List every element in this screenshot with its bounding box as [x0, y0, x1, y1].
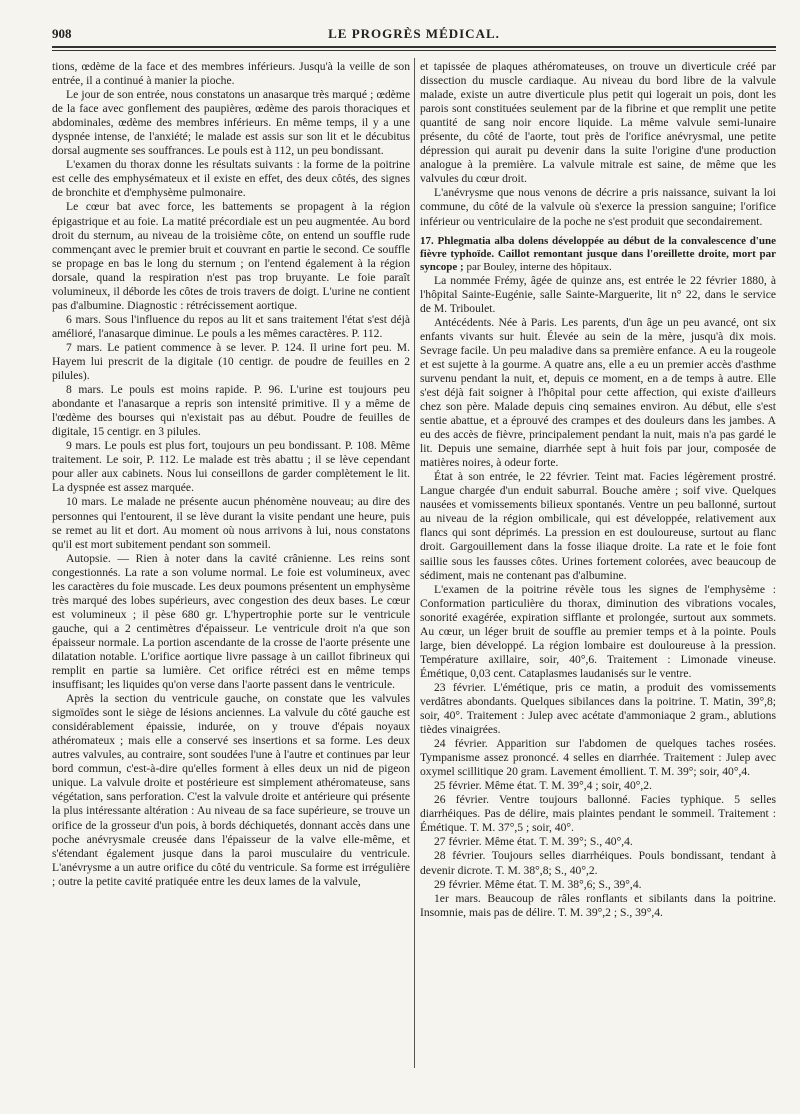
paragraph: 23 février. L'émétique, pris ce matin, a produit des vomissements verdâtres abondants. Quelques sibilances dans la poitrine. T. Matin, 39°,8; soir, 40°. Traitement : Julep avec acétate d'ammoniaque 2 gram., ablutions tièdes vinaigrées. — [420, 680, 776, 737]
paragraph: État à son entrée, le 22 février. Teint mat. Facies légèrement prostré. Langue chargée d'un enduit saburral. Bouche amère ; soif vive. Quelques nausées et vomissements bilieux spontanés. Ventre un peu ballonné, surtout au niveau de la région ombilicale, qui est développée, relativement aux flancs qui sont déprimés. La pression en est douloureuse, surtout au flanc droit. Gargouillement dans la fosse iliaque droite. La rate et le foie font saillie sous les fausses côtes. Urines fortement colorées, avec beaucoup de sédiment, mais ne contenant pas d'albumine. — [420, 470, 776, 582]
paragraph: 26 février. Ventre toujours ballonné. Facies typhique. 5 selles diarrhéiques. Pas de délire, mais plaintes pendant le sommeil. Traitement : Émétique. T. M. 37°,5 ; soir, 40°. — [420, 793, 776, 835]
paragraph: et tapissée de plaques athéromateuses, on trouve un diverticule créé par dissection du muscle cardiaque. Au niveau du bord libre de la valvule malade, existe un autre diverticule plus petit qui logerait un pois, dont les parois sont constituées seulement par de la fibrine et que remplit une petite quantité de sang noir encore liquide. La même valvule semi-lunaire présente, du côté de l'aorte, tout près de l'orifice anévrysmal, une petite dépression qui aurait pu devenir dans la suite l'origine d'une production analogue à la première. La valvule mitrale est saine, de même que les valvules du cœur droit. — [420, 60, 776, 186]
right-column-top — [420, 60, 776, 229]
paragraph: La nommée Frémy, âgée de quinze ans, est entrée le 22 février 1880, à l'hôpital Sainte-Eugénie, salle Sainte-Marguerite, lit n° 22, dans le service de M. Triboulet. — [420, 273, 776, 315]
paragraph: 10 mars. Le malade ne présente aucun phénomène nouveau; au dire des personnes qui l'entourent, il se lève durant la visite pendant une heure, puis se remet au lit et dort. Au moment où nous arrivons à lui, nous constatons qu'il est mort subitement pendant son sommeil. — [52, 495, 410, 551]
left-column — [52, 60, 410, 1100]
column-divider — [414, 58, 415, 1068]
paragraph: L'examen de la poitrine révèle tous les signes de l'emphysème : Conformation particulière du thorax, diminution des vibrations vocales, sonorité exagérée, expiration sifflante et prolongée, surtout aux sommets. Au cœur, un léger bruit de souffle au premier temps et à la pointe. Pouls large, bien développé. La région lombaire est douloureuse à la pression. Température axillaire, soir, 40°,6. Traitement : Limonade vineuse. Émétique, 0,03 cent. Cataplasmes laudanisés sur le ventre. — [420, 582, 776, 680]
paragraph: Le jour de son entrée, nous constatons un anasarque très marqué ; œdème de la face avec gonflement des paupières, œdème des parois thoraciques et abdominales, œdème des membres inférieurs. En même temps, il y a une dyspnée intense, de l'anxiété; le malade est assis sur son lit et le décubitus dorsal augmente ses souffrances. Le pouls est à 112, un peu bondissant. — [52, 88, 410, 158]
page-number: 908 — [52, 26, 72, 41]
paragraph: Autopsie. — Rien à noter dans la cavité crânienne. Les reins sont congestionnés. La rate a son volume normal. Le foie est volumineux, avec les caractères du foie muscade. Les deux poumons présentent un emphysème très marqué des lobes supérieurs, avec congestion des deux bases. Le cœur est volumineux ; il pèse 680 gr. L'hypertrophie porte sur le ventricule gauche, qui a 2 centimètres d'épaisseur. Le ventricule droit n'a que son épaisseur normale. La portion ascendante de la crosse de l'aorte présente une dilatation notable. L'orifice aortique livre passage à un caillot fibrineux qui remplit en partie sa lumière. Cet orifice rétréci est en même temps insuffisant; les liquides qu'on verse dans l'aorte passent dans le ventricule. — [52, 551, 410, 692]
right-column-bottom — [420, 274, 776, 920]
paragraph: 25 février. Même état. T. M. 39°,4 ; soir, 40°,2. — [434, 779, 652, 793]
header-rule-thick — [52, 46, 776, 48]
paragraph: 8 mars. Le pouls est moins rapide. P. 96. L'urine est toujours peu abondante et l'anasarque a repris son intensité primitive. Il y a même de l'œdème des bourses qui n'existait pas au début. Poudre de feuilles de digitale, 15 centigr. en 3 pilules. — [52, 383, 410, 439]
paragraph: 6 mars. Sous l'influence du repos au lit et sans traitement l'état s'est déjà amélioré, l'anasarque diminue. Le pouls a les mêmes caractères. P. 112. — [52, 312, 410, 340]
paragraph: 29 février. Même état. T. M. 38°,6; S., 39°,4. — [434, 877, 642, 891]
case-heading-title: 17. Phlegmatia alba dolens développée au début de la convalescence d'une fièvre typhoïde. Caillot remontant jusque dans l'oreillette droite, mort par syncope ; — [420, 234, 776, 273]
page-header — [52, 26, 776, 46]
paragraph: L'anévrysme que nous venons de décrire a pris naissance, suivant la loi commune, du côté de la valvule où s'exerce la pression sanguine; l'orifice inférieur ou ventriculaire de la poche ne s'est produit que secondairement. — [420, 186, 776, 228]
paragraph: Antécédents. Née à Paris. Les parents, d'un âge un peu avancé, ont six enfants vivants sur huit. Élevée au sein de la mère, jusqu'à dix mois. Sevrage facile. Un peu maladive dans sa première enfance. A eu la rougeole et est sujette à la gourme. A quatre ans, elle a eu un premier accès d'asthme survenu pendant la nuit, et, depuis ce moment, en a de temps à autre. Elle s'est déjà fait soigner à l'hôpital pour cette affection, qui existe d'ailleurs chez son père. Malade depuis cinq semaines environ. Au début, elle s'est sentie abattue, et a éprouvé des crampes et des douleurs dans les jambes. A eu des accès de fièvre, principalement pendant la nuit, mais n'a pas gardé le lit. Depuis une semaine, diarrhée sept à huit fois par jour, composée de matières noires, à odeur forte. — [420, 315, 776, 470]
paragraph: 28 février. Toujours selles diarrhéiques. Pouls bondissant, tendant à devenir dicrote. T. M. 38°,8; S., 40°,2. — [420, 849, 776, 877]
paragraph: 9 mars. Le pouls est plus fort, toujours un peu bondissant. P. 108. Même traitement. Le soir, P. 112. Le malade est très abattu ; il se lève cependant pour aller aux cabinets. Nous lui conseillons de garder complètement le lit. La dyspnée est assez marquée. — [52, 439, 410, 495]
paragraph: Après la section du ventricule gauche, on constate que les valvules sigmoïdes sont le siège de lésions anciennes. La valvule du côté gauche est considérablement épaissie, indurée, on y trouve d'épais noyaux athéromateux ; mais elle a conservé ses insertions et sa forme. Les deux autres valvules, au contraire, sont soudées l'une à l'autre et continues par leur bord commun, c'est-à-dire qu'elles forment à elles deux un nid de pigeon unique. La valvule droite et postérieure est simplement athéromateuse, sans végétation, sans perforation. C'est la valvule droite et antérieure qui présente la plus intéressante altération : Au niveau de sa face supérieure, se trouve un orifice de la grosseur d'un pois, à bords déchiquetés, donnant accès dans une poche anévrysmale creusée dans l'épaisseur de la valve elle-même, et s'étendant également jusque dans la paroi musculaire du ventricule. L'anévrysme a un autre orifice du côté du ventricule. Sa forme est irrégulière ; outre la petite cavité pratiquée entre les deux lames de la valvule, — [52, 692, 410, 888]
right-column — [420, 60, 776, 1100]
paragraph: L'examen du thorax donne les résultats suivants : la forme de la poitrine est celle des emphysémateux et il existe en effet, des deux côtés, des signes de bronchite et d'emphysème pulmonaire. — [52, 158, 410, 200]
case-heading-author: par Bouley, interne des hôpitaux. — [463, 260, 612, 273]
paragraph: 24 février. Apparition sur l'abdomen de quelques taches rosées. Tympanisme assez prononcé. 4 selles en diarrhée. Traitement : Julep avec oxymel scillitique 20 gram. Lavement émollient. T. M. 39°; soir, 40°,4. — [420, 737, 776, 779]
paragraph: 1er mars. Beaucoup de râles ronflants et sibilants dans la poitrine. Insomnie, mais pas de délire. T. M. 39°,2 ; S., 39°,4. — [420, 891, 776, 919]
paragraph: tions, œdème de la face et des membres inférieurs. Jusqu'à la veille de son entrée, il a continué à manier la pioche. — [52, 60, 410, 88]
paragraph: 27 février. Même état. T. M. 39°; S., 40°,4. — [434, 835, 633, 849]
header-rule-thin — [52, 50, 776, 51]
journal-title: LE PROGRÈS MÉDICAL. — [328, 26, 500, 41]
paragraph: 7 mars. Le patient commence à se lever. P. 124. Il urine fort peu. M. Hayem lui prescrit de la digitale (10 centigr. de poudre de feuilles en 2 pilules). — [52, 340, 410, 383]
paragraph: Le cœur bat avec force, les battements se propagent à la région épigastrique et au foie. La matité précordiale est un peu augmentée. Au bord droit du sternum, au niveau de la troisième côte, on entend un souffle rude commençant avec le premier bruit et couvrant en partie le second. Ce souffle se propage en bas le long du sternum ; on l'entend également à la région dorsale, quand la respiration n'est pas trop bruyante. Le foie paraît volumineux, il déborde les côtes de trois travers de doigt. L'urine ne contient pas d'albumine. Diagnostic : rétrécissement aortique. — [52, 200, 410, 312]
case-heading — [420, 235, 776, 274]
